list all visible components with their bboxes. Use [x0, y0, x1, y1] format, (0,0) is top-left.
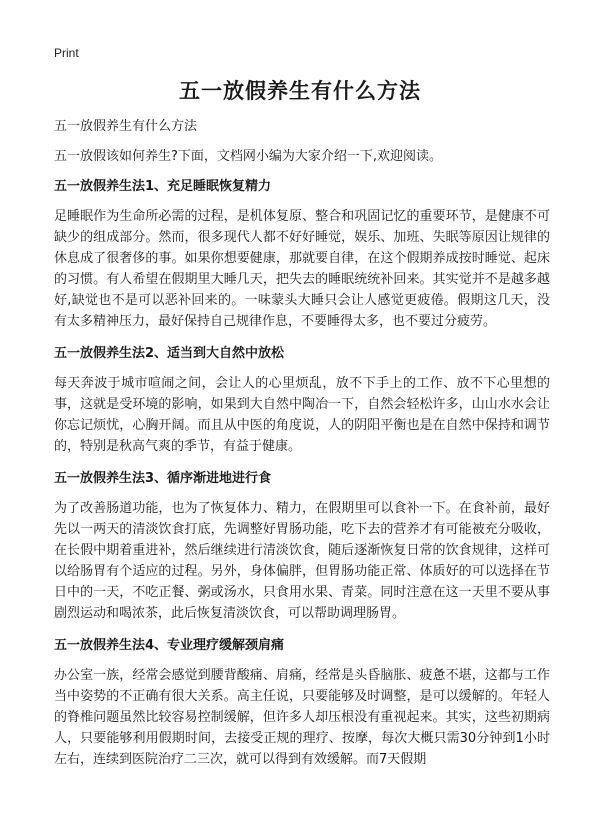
section-heading: 五一放假养生法3、循序渐进地进行食 [54, 471, 272, 486]
print-link[interactable]: Print [54, 46, 79, 60]
document-content [54, 116, 550, 781]
section-heading: 五一放假养生法1、充足睡眠恢复精力 [54, 179, 272, 194]
section-body: 为了改善肠道功能，也为了恢复体力、精力，在假期里可以食补一下。在食补前，最好先以一两天的清淡饮食打底，先调整好胃肠功能，吃下去的营养才有可能被充分吸收，在长假中期着重进补，然后继续进行清淡饮食，随后逐渐恢复日常的饮食规律，这样可以给肠胃有个适应的过程。另外，身体偏胖，但胃肠功能正常、体质好的可以选择在节日中的一天，不吃正餐、粥或汤水，只食用水果、青菜。同时注意在这一天里不要从事剧烈运动和喝浓茶，此后恢复清淡饮食，可以帮助调理肠胃。 [54, 501, 550, 621]
section-heading: 五一放假养生法4、专业理疗缓解颈肩痛 [54, 638, 285, 653]
section-body: 足睡眠作为生命所必需的过程，是机体复原、整合和巩固记忆的重要环节，是健康不可缺少的组成部分。然而，很多现代人都不好好睡觉，娱乐、加班、失眠等原因让规律的休息成了很奢侈的事。如果你想要健康，那就要自律，在这个假期养成按时睡觉、起床的习惯。有人希望在假期里大睡几天，把失去的睡眠统统补回来。其实觉并不是越多越好,缺觉也不是可以恶补回来的。一味蒙头大睡只会让人感觉更疲倦。假期这几天，没有太多精神压力，最好保持自己规律作息，不要睡得太多，也不要过分疲劳。 [54, 209, 550, 329]
section-body: 办公室一族，经常会感觉到腰背酸痛、肩痛，经常是头昏脑胀、疲惫不堪，这都与工作当中姿势的不正确有很大关系。高主任说，只要能够及时调整，是可以缓解的。年轻人的脊椎问题虽然比较容易控制缓解，但许多人却压根没有重视起来。其实，这些初期病人，只要能够利用假期时间，去接受正规的理疗、按摩，每次大概只需30分钟到1小时左右，连续到医院治疗二三次，就可以得到有效缓解。而7天假期 [54, 668, 550, 767]
section-heading: 五一放假养生法2、适当到大自然中放松 [54, 346, 285, 361]
document-subtitle: 五一放假养生有什么方法 [54, 119, 198, 134]
intro-paragraph: 五一放假该如何养生?下面，文档网小编为大家介绍一下,欢迎阅读。 [54, 149, 443, 164]
section-body: 每天奔波于城市喧闹之间，会让人的心里烦乱，放不下手上的工作、放不下心里想的事，这就是受环境的影响，如果到大自然中陶冶一下，自然会轻松许多，山山水水会让你忘记烦忧，心胸开阔。而且从中医的角度说，人的阴阳平衡也是在自然中保持和调节的，特别是秋高气爽的季节，有益于健康。 [54, 376, 550, 454]
document-title: 五一放假养生有什么方法 [179, 79, 421, 103]
